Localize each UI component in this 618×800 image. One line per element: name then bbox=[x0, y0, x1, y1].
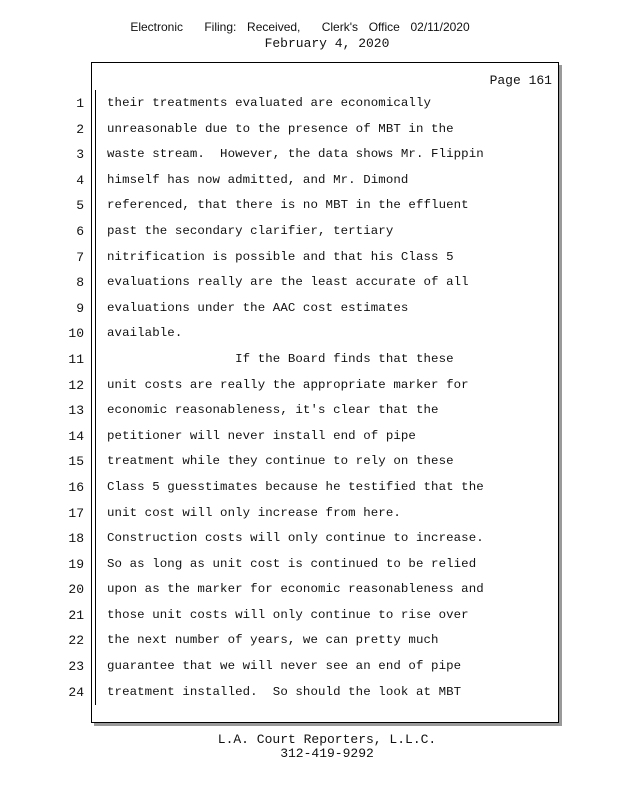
line-number: 5 bbox=[76, 198, 84, 214]
line-number: 2 bbox=[76, 121, 84, 137]
page-number: Page 161 bbox=[489, 73, 552, 88]
line-number: 19 bbox=[68, 556, 84, 572]
line-number: 6 bbox=[76, 223, 84, 239]
transcript-line: available. bbox=[107, 326, 183, 341]
line-number: 9 bbox=[76, 300, 84, 316]
transcript-line: guarantee that we will never see an end of pipe bbox=[107, 659, 462, 674]
transcript-line: unit costs are really the appropriate marker for bbox=[107, 377, 469, 392]
reporter-phone: 312-419-9292 bbox=[280, 746, 374, 761]
line-number: 22 bbox=[68, 633, 84, 649]
line-number: 10 bbox=[68, 326, 84, 342]
transcript-line: unreasonable due to the presence of MBT in the bbox=[107, 121, 454, 136]
transcript-line: nitrification is possible and that his Class 5 bbox=[107, 249, 454, 264]
line-number: 11 bbox=[68, 351, 84, 367]
transcript-line: the next number of years, we can pretty much bbox=[107, 633, 439, 648]
transcript-line: Construction costs will only continue to increase. bbox=[107, 531, 484, 546]
transcript-line: So as long as unit cost is continued to be relied bbox=[107, 556, 477, 571]
line-number: 24 bbox=[68, 684, 84, 700]
transcript-line: himself has now admitted, and Mr. Dimond bbox=[107, 172, 409, 187]
line-number: 1 bbox=[76, 96, 84, 111]
transcript-line: evaluations really are the least accurate of all bbox=[107, 275, 469, 290]
line-number: 20 bbox=[68, 582, 84, 598]
line-number: 21 bbox=[68, 607, 84, 623]
transcript-line: If the Board finds that these bbox=[107, 351, 454, 366]
line-number: 3 bbox=[76, 147, 84, 163]
line-number: 8 bbox=[76, 275, 84, 291]
line-number-column bbox=[60, 91, 84, 705]
transcript-line: unit cost will only increase from here. bbox=[107, 505, 401, 520]
transcript-line: referenced, that there is no MBT in the effluent bbox=[107, 198, 469, 213]
transcript-line: their treatments evaluated are economically bbox=[107, 96, 432, 110]
line-number: 16 bbox=[68, 479, 84, 495]
line-number: 7 bbox=[76, 249, 84, 265]
transcript-line: treatment while they continue to rely on these bbox=[107, 454, 454, 469]
reporter-footer bbox=[0, 733, 618, 761]
transcript-line: Class 5 guesstimates because he testified that the bbox=[107, 479, 484, 494]
line-number: 17 bbox=[68, 505, 84, 521]
transcript-line: economic reasonableness, it's clear that the bbox=[107, 403, 439, 418]
line-number: 14 bbox=[68, 428, 84, 444]
transcript-line: past the secondary clarifier, tertiary bbox=[107, 223, 394, 238]
reporter-company: L.A. Court Reporters, L.L.C. bbox=[217, 732, 437, 747]
transcript-line: waste stream. However, the data shows Mr. Flippin bbox=[107, 147, 484, 162]
transcript-line: upon as the marker for economic reasonableness and bbox=[107, 582, 484, 597]
transcript-line: those unit costs will only continue to rise over bbox=[107, 607, 469, 622]
transcript-line: evaluations under the AAC cost estimates bbox=[107, 300, 409, 315]
line-number: 18 bbox=[68, 531, 84, 547]
line-number: 15 bbox=[68, 454, 84, 470]
line-number: 12 bbox=[68, 377, 84, 393]
line-number: 4 bbox=[76, 172, 84, 188]
transcript-line: petitioner will never install end of pipe bbox=[107, 428, 416, 443]
filing-stamp: Electronic Filing: Received, Clerk's Office 02/11/2020 bbox=[130, 20, 470, 34]
line-number-divider bbox=[95, 90, 96, 705]
header-date: February 4, 2020 bbox=[264, 36, 390, 51]
transcript-text bbox=[107, 91, 552, 705]
transcript-line: treatment installed. So should the look at MBT bbox=[107, 684, 462, 699]
line-number: 13 bbox=[68, 403, 84, 419]
line-number: 23 bbox=[68, 659, 84, 675]
